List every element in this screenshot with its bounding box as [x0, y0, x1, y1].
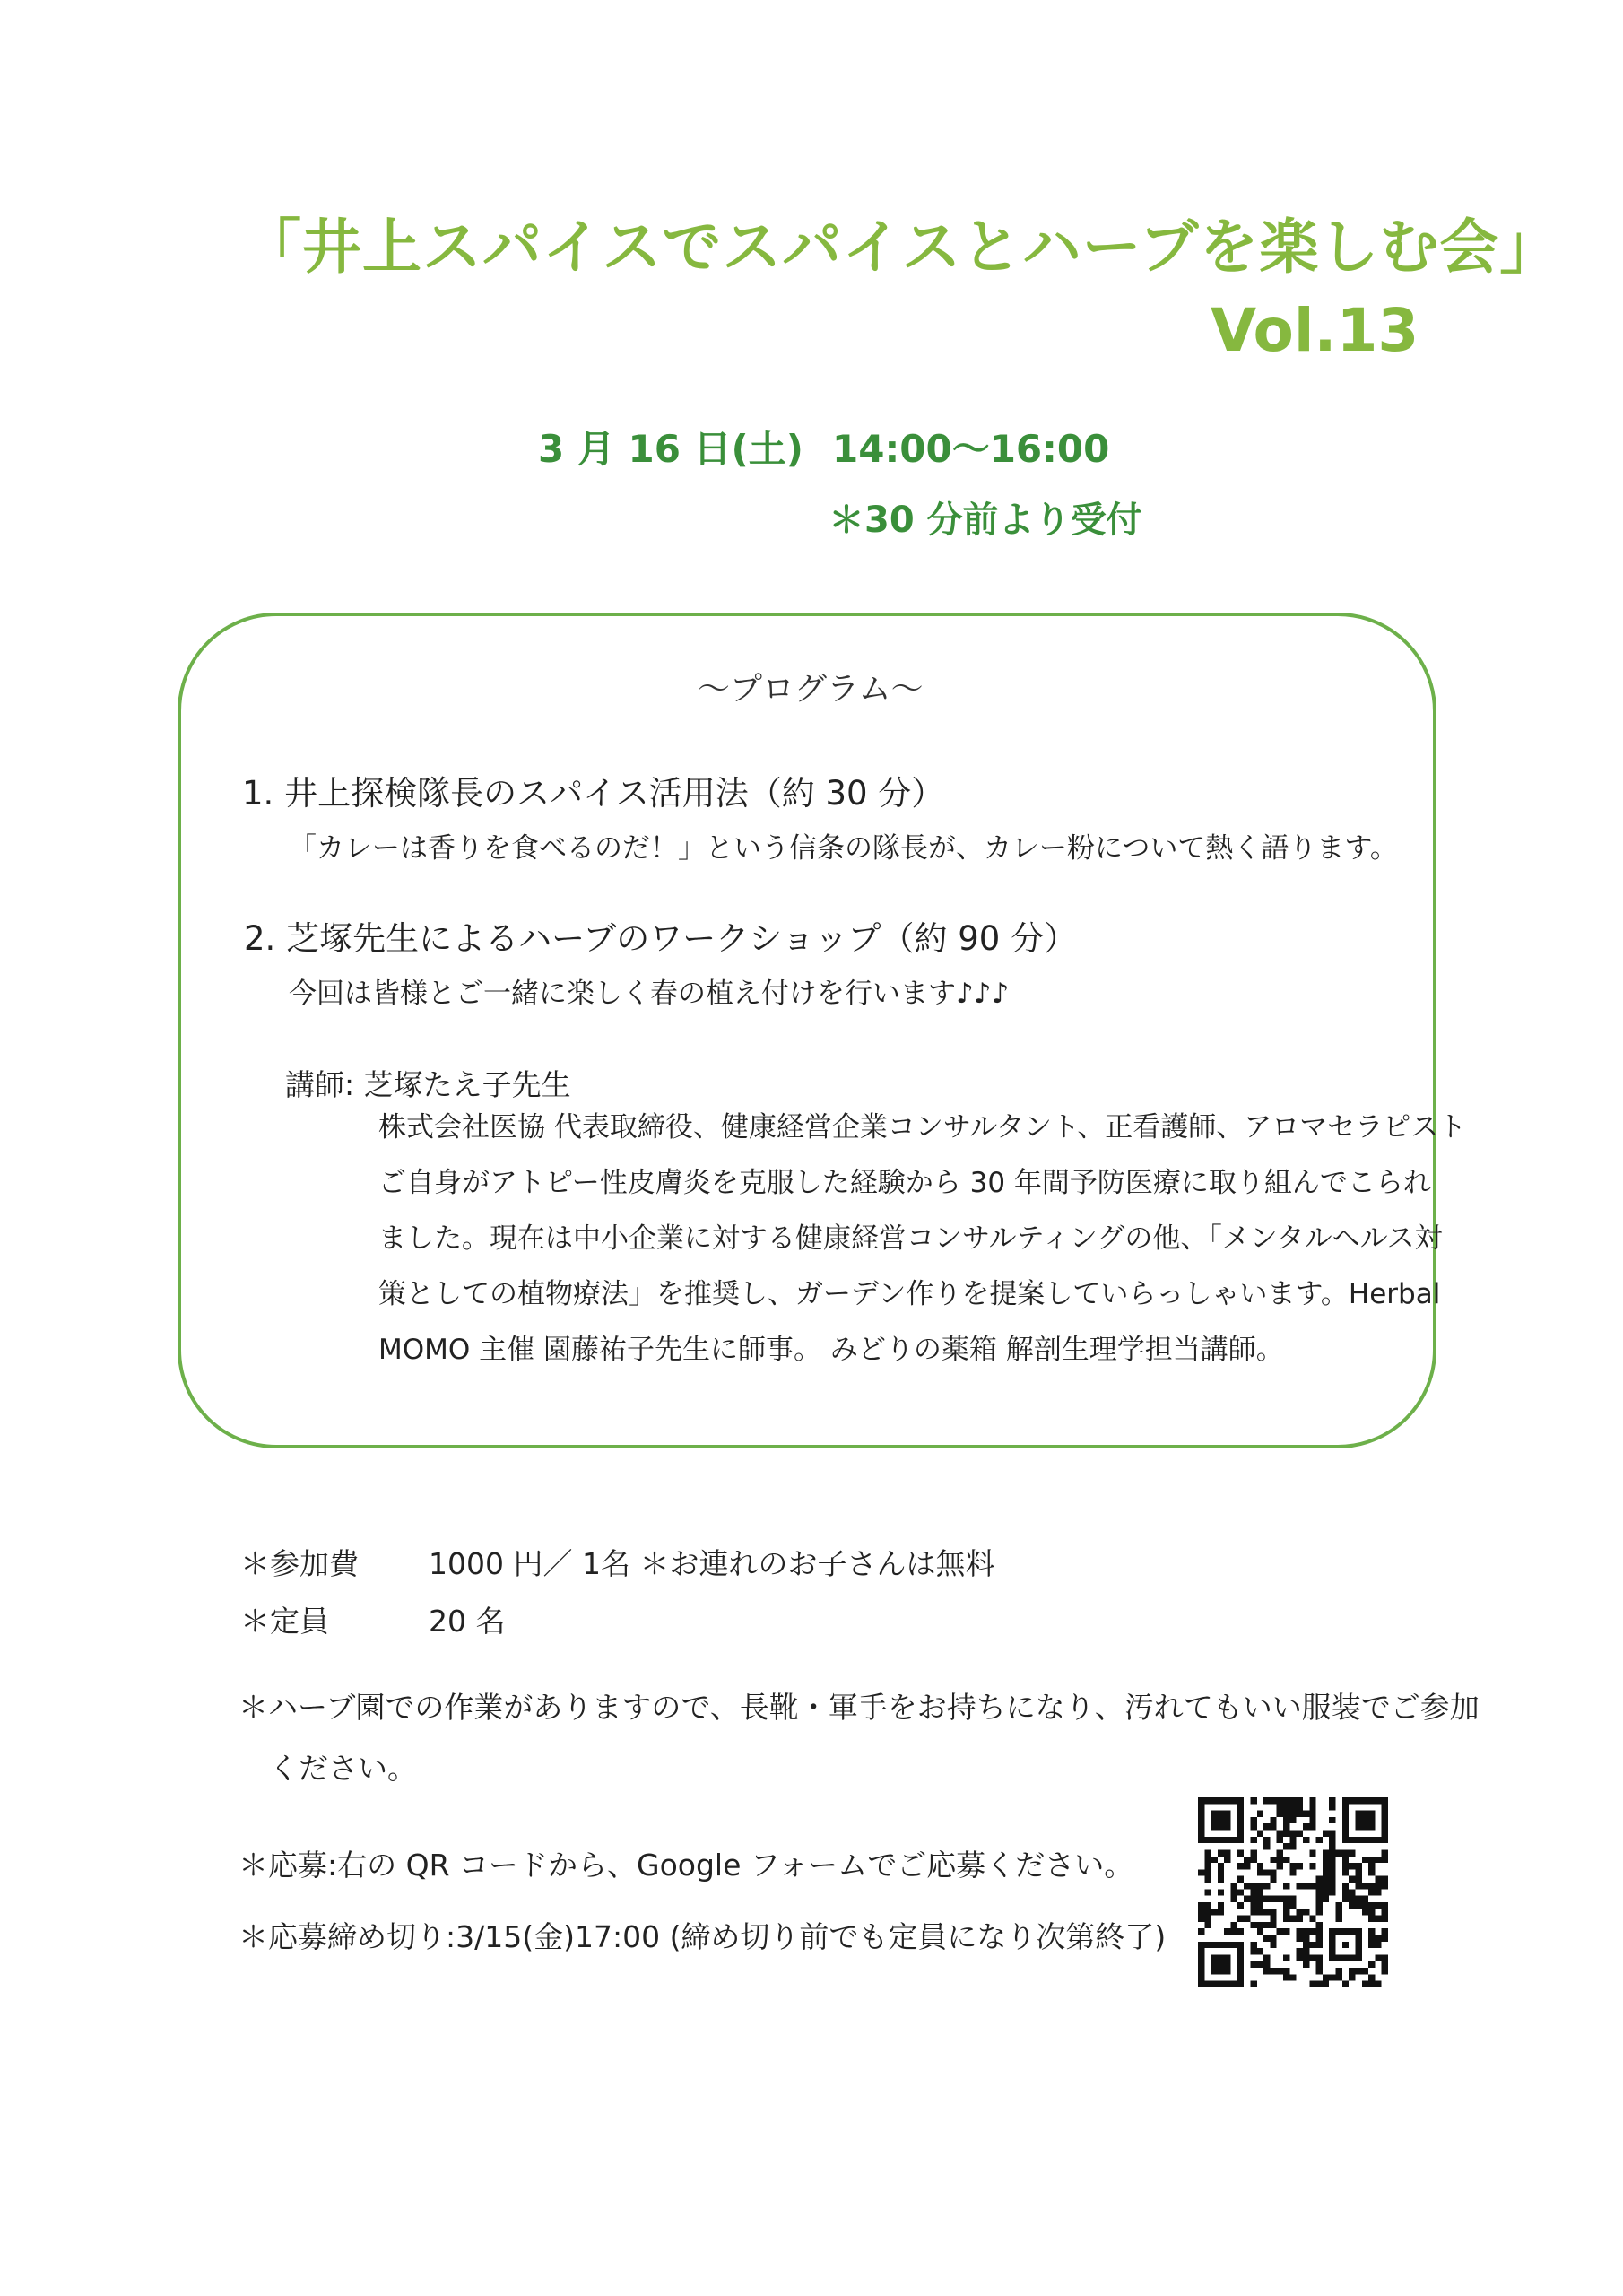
instructor-bio-line-3: ました。現在は中小企業に対する健康経営コンサルティングの他、「メンタルヘルス対 — [378, 1222, 1443, 1255]
program-item-2-desc: 今回は皆様とご一緒に楽しく春の植え付けを行います♪♪♪ — [289, 978, 1010, 1010]
instructor-bio-line-4: 策としての植物療法」を推奨し、ガーデン作りを提案していらっしゃいます。Herbal — [378, 1278, 1441, 1310]
fee-value: 1000 円／ 1名 ＊お連れのお子さんは無料 — [429, 1546, 995, 1581]
program-item-2-title: 2. 芝塚先生によるハーブのワークショップ（約 90 分） — [244, 919, 1078, 958]
capacity-label: ＊定員 — [240, 1604, 329, 1639]
instructor-bio-line-2: ご自身がアトピー性皮膚炎を克服した経験から 30 年間予防医療に取り組んでこられ — [378, 1167, 1431, 1199]
event-date: 3 月 16 日(土) — [538, 427, 803, 471]
program-item-1-title: 1. 井上探検隊長のスパイス活用法（約 30 分） — [242, 774, 945, 813]
instructor-label: 講師: 芝塚たえ子先生 — [285, 1067, 571, 1102]
event-time: 14:00～16:00 — [832, 427, 1110, 471]
qr-code[interactable] — [1198, 1797, 1388, 1987]
instructor-bio-line-1: 株式会社医協 代表取締役、健康経営企業コンサルタント、正看護師、アロマセラピスト — [378, 1111, 1467, 1144]
apply-deadline: ＊応募締め切り:3/15(金)17:00 (締め切り前でも定員になり次第終了) — [239, 1919, 1167, 1954]
volume-number: Vol.13 — [1211, 296, 1419, 365]
clothing-note-line-2: ください。 — [269, 1751, 417, 1786]
instructor-bio-line-5: MOMO 主催 園藤祐子先生に師事。 みどりの薬箱 解剖生理学担当講師。 — [378, 1334, 1284, 1366]
clothing-note-line-1: ＊ハーブ園での作業がありますので、長靴・軍手をお持ちになり、汚れてもいい服装でご参加 — [239, 1690, 1480, 1725]
program-item-1-desc: 「カレーは香りを食べるのだ！」という信条の隊長が、カレー粉について熱く語ります。 — [289, 832, 1398, 865]
reception-note: ＊30 分前より受付 — [829, 500, 1142, 541]
event-title: 「井上スパイスでスパイスとハーブを楽しむ会」 — [242, 213, 1560, 282]
fee-label: ＊参加費 — [240, 1546, 359, 1581]
capacity-value: 20 名 — [429, 1604, 506, 1639]
apply-instructions: ＊応募:右の QR コードから、Google フォームでご応募ください。 — [239, 1848, 1134, 1883]
program-heading: ～プログラム～ — [698, 671, 924, 708]
